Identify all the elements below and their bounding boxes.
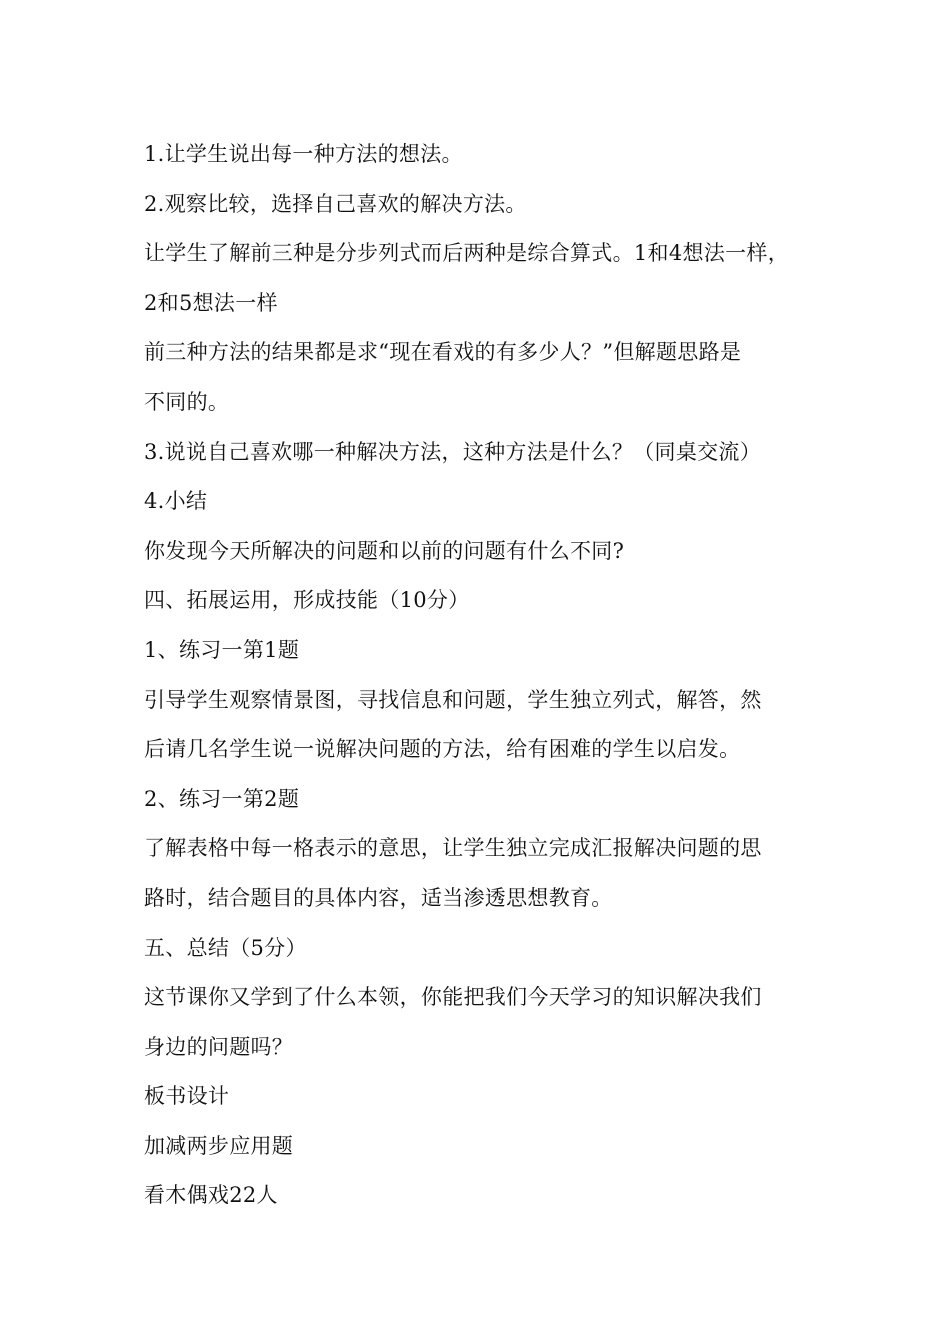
text-line: 你发现今天所解决的问题和以前的问题有什么不同? xyxy=(144,538,625,563)
text-line: 路时，结合题目的具体内容，适当渗透思想教育。 xyxy=(144,885,613,910)
text-line: 2和5想法一样 xyxy=(144,290,278,315)
text-line: 1.让学生说出每一种方法的想法。 xyxy=(144,142,463,166)
text-line: 身边的问题吗？ xyxy=(144,1034,294,1059)
text-line: 板书设计 xyxy=(144,1084,230,1109)
text-line: 2、练习一第2题 xyxy=(144,786,300,811)
text-line: 这节课你又学到了什么本领，你能把我们今天学习的知识解决我们 xyxy=(144,985,762,1010)
text-line: 后请几名学生说一说解决问题的方法，给有困难的学生以启发。 xyxy=(144,737,741,762)
text-line: 看木偶戏22人 xyxy=(144,1183,278,1208)
text-line: 加减两步应用题 xyxy=(144,1133,294,1158)
document-body xyxy=(144,130,834,1221)
text-line: 了解表格中每一格表示的意思，让学生独立完成汇报解决问题的思 xyxy=(144,836,762,861)
section-heading: 五、总结（5分） xyxy=(144,935,307,960)
text-line: 让学生了解前三种是分步列式而后两种是综合算式。1和4想法一样， xyxy=(144,241,790,266)
text-line: 1、练习一第1题 xyxy=(144,637,300,662)
text-line: 3.说说自己喜欢哪一种解决方法，这种方法是什么？（同桌交流） xyxy=(144,439,762,464)
text-line: 4.小结 xyxy=(144,489,208,514)
text-line: 不同的。 xyxy=(144,389,230,414)
section-heading: 四、拓展运用，形成技能（10分） xyxy=(144,588,470,613)
text-line: 前三种方法的结果都是求“现在看戏的有多少人？”但解题思路是 xyxy=(144,340,742,365)
text-line: 引导学生观察情景图，寻找信息和问题，学生独立列式，解答，然 xyxy=(144,687,762,712)
text-line: 2.观察比较，选择自己喜欢的解决方法。 xyxy=(144,191,527,216)
